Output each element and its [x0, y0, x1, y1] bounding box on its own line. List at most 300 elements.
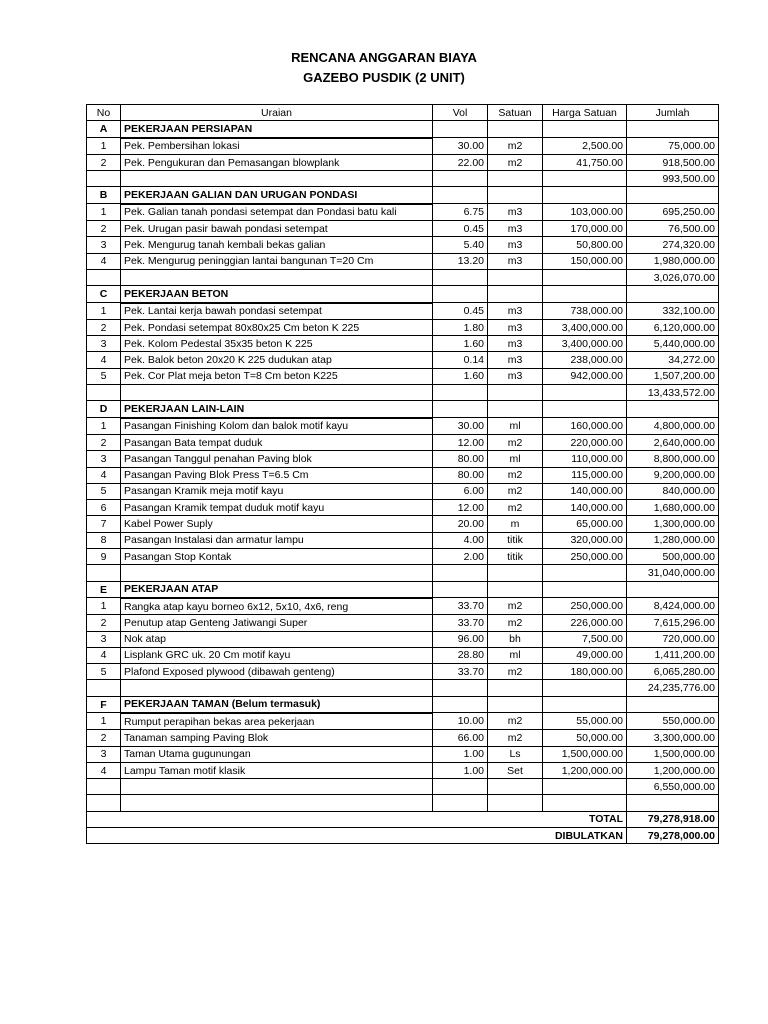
item-volume: 10.00 [433, 713, 488, 730]
empty-cell [627, 401, 719, 418]
item-unit: m3 [488, 368, 543, 384]
subtotal-row [87, 565, 719, 581]
item-unit: m2 [488, 664, 543, 680]
item-unit-price: 110,000.00 [543, 451, 627, 467]
item-unit-price: 140,000.00 [543, 500, 627, 516]
item-volume: 96.00 [433, 631, 488, 647]
item-description: Pek. Pengukuran dan Pemasangan blowplank [121, 154, 433, 170]
item-volume: 2.00 [433, 549, 488, 565]
item-no: 5 [87, 368, 121, 384]
table-row [87, 713, 719, 730]
table-row [87, 730, 719, 746]
section-subtotal: 13,433,572.00 [627, 385, 719, 401]
item-unit: m2 [488, 154, 543, 170]
item-description: Pek. Urugan pasir bawah pondasi setempat [121, 221, 433, 237]
rounded-label: DIBULATKAN [87, 828, 627, 844]
item-no: 3 [87, 451, 121, 467]
item-unit-price: 1,200,000.00 [543, 762, 627, 778]
total-value: 79,278,918.00 [627, 811, 719, 827]
subtotal-row [87, 269, 719, 285]
item-volume: 80.00 [433, 451, 488, 467]
item-volume: 33.70 [433, 615, 488, 631]
item-no: 1 [87, 598, 121, 615]
item-description: Pek. Mengurug peninggian lantai bangunan T=20 Cm [121, 253, 433, 269]
item-volume: 0.45 [433, 303, 488, 320]
item-no: 1 [87, 138, 121, 155]
table-row [87, 615, 719, 631]
item-amount: 34,272.00 [627, 352, 719, 368]
table-row [87, 204, 719, 221]
section-code: E [87, 581, 121, 598]
item-no: 4 [87, 352, 121, 368]
item-no: 3 [87, 336, 121, 352]
item-description: Pek. Pembersihan lokasi [121, 138, 433, 155]
item-volume: 33.70 [433, 664, 488, 680]
item-volume: 4.00 [433, 532, 488, 548]
item-amount: 76,500.00 [627, 221, 719, 237]
item-unit: titik [488, 532, 543, 548]
empty-cell [488, 581, 543, 598]
item-unit-price: 41,750.00 [543, 154, 627, 170]
item-no: 1 [87, 418, 121, 435]
item-volume: 6.00 [433, 483, 488, 499]
item-amount: 5,440,000.00 [627, 336, 719, 352]
empty-cell [543, 385, 627, 401]
item-unit: m3 [488, 204, 543, 221]
item-no: 8 [87, 532, 121, 548]
item-unit: m2 [488, 713, 543, 730]
table-row [87, 664, 719, 680]
empty-cell [433, 696, 488, 713]
empty-cell [87, 171, 121, 187]
section-header-row [87, 696, 719, 713]
item-unit-price: 7,500.00 [543, 631, 627, 647]
item-amount: 7,615,296.00 [627, 615, 719, 631]
empty-cell [433, 680, 488, 696]
empty-cell [121, 171, 433, 187]
item-unit: m [488, 516, 543, 532]
empty-cell [543, 680, 627, 696]
table-row [87, 451, 719, 467]
item-unit-price: 238,000.00 [543, 352, 627, 368]
item-description: Pek. Lantai kerja bawah pondasi setempat [121, 303, 433, 320]
table-row [87, 352, 719, 368]
table-row [87, 138, 719, 155]
item-description: Pek. Pondasi setempat 80x80x25 Cm beton K 225 [121, 319, 433, 335]
item-description: Lisplank GRC uk. 20 Cm motif kayu [121, 647, 433, 663]
item-no: 4 [87, 647, 121, 663]
item-amount: 6,065,280.00 [627, 664, 719, 680]
section-name: PEKERJAAN GALIAN DAN URUGAN PONDASI [121, 187, 433, 204]
item-no: 7 [87, 516, 121, 532]
table-row [87, 434, 719, 450]
item-volume: 1.00 [433, 746, 488, 762]
item-amount: 500,000.00 [627, 549, 719, 565]
empty-cell [433, 401, 488, 418]
section-code: B [87, 187, 121, 204]
empty-cell [488, 121, 543, 138]
table-row [87, 467, 719, 483]
table-row [87, 154, 719, 170]
item-volume: 1.60 [433, 336, 488, 352]
item-volume: 12.00 [433, 434, 488, 450]
item-volume: 28.80 [433, 647, 488, 663]
item-no: 1 [87, 713, 121, 730]
table-header-row [87, 105, 719, 121]
item-unit-price: 2,500.00 [543, 138, 627, 155]
item-no: 4 [87, 762, 121, 778]
empty-cell [488, 565, 543, 581]
empty-cell [488, 187, 543, 204]
empty-cell [543, 581, 627, 598]
item-unit-price: 3,400,000.00 [543, 336, 627, 352]
item-description: Pasangan Finishing Kolom dan balok motif kayu [121, 418, 433, 435]
item-no: 4 [87, 253, 121, 269]
item-unit-price: 250,000.00 [543, 549, 627, 565]
empty-cell [121, 385, 433, 401]
item-description: Rumput perapihan bekas area pekerjaan [121, 713, 433, 730]
table-row [87, 368, 719, 384]
item-volume: 22.00 [433, 154, 488, 170]
empty-cell [543, 171, 627, 187]
section-header-row [87, 121, 719, 138]
item-amount: 1,507,200.00 [627, 368, 719, 384]
item-amount: 4,800,000.00 [627, 418, 719, 435]
item-unit-price: 65,000.00 [543, 516, 627, 532]
section-header-row [87, 286, 719, 303]
item-unit: m2 [488, 500, 543, 516]
item-unit-price: 150,000.00 [543, 253, 627, 269]
item-unit: m3 [488, 253, 543, 269]
item-description: Pasangan Stop Kontak [121, 549, 433, 565]
table-row [87, 762, 719, 778]
item-unit: m2 [488, 138, 543, 155]
empty-cell [543, 269, 627, 285]
section-header-row [87, 401, 719, 418]
budget-table [86, 104, 719, 844]
subtotal-row [87, 171, 719, 187]
empty-cell [488, 696, 543, 713]
item-unit: m2 [488, 598, 543, 615]
item-amount: 1,500,000.00 [627, 746, 719, 762]
item-unit-price: 1,500,000.00 [543, 746, 627, 762]
item-unit: m2 [488, 730, 543, 746]
item-amount: 6,120,000.00 [627, 319, 719, 335]
item-description: Penutup atap Genteng Jatiwangi Super [121, 615, 433, 631]
item-description: Pasangan Kramik tempat duduk motif kayu [121, 500, 433, 516]
rounded-row [87, 828, 719, 844]
empty-cell [121, 779, 433, 795]
item-amount: 3,300,000.00 [627, 730, 719, 746]
table-row [87, 483, 719, 499]
item-amount: 332,100.00 [627, 303, 719, 320]
item-unit: m3 [488, 336, 543, 352]
item-unit: m2 [488, 483, 543, 499]
item-no: 1 [87, 204, 121, 221]
empty-cell [543, 779, 627, 795]
section-code: D [87, 401, 121, 418]
empty-cell [433, 269, 488, 285]
table-row [87, 500, 719, 516]
item-no: 2 [87, 154, 121, 170]
empty-cell [433, 385, 488, 401]
table-row [87, 221, 719, 237]
item-description: Pek. Galian tanah pondasi setempat dan Pondasi batu kali [121, 204, 433, 221]
item-unit-price: 115,000.00 [543, 467, 627, 483]
empty-cell [488, 680, 543, 696]
total-row [87, 811, 719, 827]
empty-cell [543, 121, 627, 138]
item-no: 3 [87, 237, 121, 253]
item-description: Pasangan Tanggul penahan Paving blok [121, 451, 433, 467]
table-row [87, 336, 719, 352]
item-amount: 8,424,000.00 [627, 598, 719, 615]
empty-cell [488, 269, 543, 285]
item-amount: 695,250.00 [627, 204, 719, 221]
item-description: Pasangan Bata tempat duduk [121, 434, 433, 450]
header-jumlah: Jumlah [627, 105, 719, 121]
header-vol: Vol [433, 105, 488, 121]
item-description: Taman Utama gugunungan [121, 746, 433, 762]
empty-cell [543, 696, 627, 713]
item-unit-price: 226,000.00 [543, 615, 627, 631]
section-subtotal: 31,040,000.00 [627, 565, 719, 581]
item-unit-price: 160,000.00 [543, 418, 627, 435]
item-volume: 0.45 [433, 221, 488, 237]
item-unit: ml [488, 451, 543, 467]
header-harga-satuan: Harga Satuan [543, 105, 627, 121]
item-unit-price: 250,000.00 [543, 598, 627, 615]
section-name: PEKERJAAN ATAP [121, 581, 433, 598]
table-row [87, 631, 719, 647]
table-row [87, 237, 719, 253]
item-volume: 30.00 [433, 418, 488, 435]
blank-row [87, 795, 719, 811]
item-unit-price: 942,000.00 [543, 368, 627, 384]
empty-cell [488, 401, 543, 418]
header-uraian: Uraian [121, 105, 433, 121]
item-volume: 1.60 [433, 368, 488, 384]
item-unit: m3 [488, 352, 543, 368]
subtotal-row [87, 779, 719, 795]
item-unit: Ls [488, 746, 543, 762]
empty-cell [121, 565, 433, 581]
item-description: Nok atap [121, 631, 433, 647]
item-amount: 75,000.00 [627, 138, 719, 155]
subtotal-row [87, 680, 719, 696]
item-volume: 0.14 [433, 352, 488, 368]
item-volume: 5.40 [433, 237, 488, 253]
section-header-row [87, 581, 719, 598]
section-subtotal: 24,235,776.00 [627, 680, 719, 696]
empty-cell [627, 187, 719, 204]
table-row [87, 516, 719, 532]
empty-cell [433, 187, 488, 204]
item-no: 3 [87, 631, 121, 647]
item-unit: ml [488, 647, 543, 663]
empty-cell [543, 401, 627, 418]
total-label: TOTAL [87, 811, 627, 827]
table-body [87, 121, 719, 795]
item-description: Kabel Power Suply [121, 516, 433, 532]
item-no: 5 [87, 483, 121, 499]
item-unit-price: 49,000.00 [543, 647, 627, 663]
item-unit-price: 50,800.00 [543, 237, 627, 253]
item-amount: 720,000.00 [627, 631, 719, 647]
section-header-row [87, 187, 719, 204]
item-unit: titik [488, 549, 543, 565]
item-volume: 80.00 [433, 467, 488, 483]
empty-cell [543, 286, 627, 303]
table-row [87, 532, 719, 548]
empty-cell [121, 680, 433, 696]
item-unit: Set [488, 762, 543, 778]
empty-cell [87, 565, 121, 581]
table-row [87, 549, 719, 565]
item-volume: 1.00 [433, 762, 488, 778]
item-amount: 840,000.00 [627, 483, 719, 499]
section-subtotal: 6,550,000.00 [627, 779, 719, 795]
empty-cell [627, 121, 719, 138]
document-title: RENCANA ANGGARAN BIAYA [291, 50, 477, 65]
item-no: 2 [87, 319, 121, 335]
table-row [87, 253, 719, 269]
section-code: C [87, 286, 121, 303]
item-volume: 13.20 [433, 253, 488, 269]
item-volume: 6.75 [433, 204, 488, 221]
empty-cell [433, 121, 488, 138]
item-amount: 1,980,000.00 [627, 253, 719, 269]
section-subtotal: 3,026,070.00 [627, 269, 719, 285]
item-no: 1 [87, 303, 121, 320]
item-volume: 1.80 [433, 319, 488, 335]
item-no: 6 [87, 500, 121, 516]
item-description: Rangka atap kayu borneo 6x12, 5x10, 4x6, reng [121, 598, 433, 615]
subtotal-row [87, 385, 719, 401]
item-no: 2 [87, 434, 121, 450]
empty-cell [121, 269, 433, 285]
item-volume: 33.70 [433, 598, 488, 615]
item-amount: 274,320.00 [627, 237, 719, 253]
item-unit-price: 3,400,000.00 [543, 319, 627, 335]
item-no: 2 [87, 615, 121, 631]
item-description: Pasangan Kramik meja motif kayu [121, 483, 433, 499]
item-amount: 1,411,200.00 [627, 647, 719, 663]
section-name: PEKERJAAN PERSIAPAN [121, 121, 433, 138]
item-amount: 1,680,000.00 [627, 500, 719, 516]
item-unit-price: 220,000.00 [543, 434, 627, 450]
item-unit-price: 180,000.00 [543, 664, 627, 680]
item-description: Tanaman samping Paving Blok [121, 730, 433, 746]
table-row [87, 418, 719, 435]
table-row [87, 746, 719, 762]
section-subtotal: 993,500.00 [627, 171, 719, 187]
rounded-value: 79,278,000.00 [627, 828, 719, 844]
table-row [87, 647, 719, 663]
empty-cell [488, 171, 543, 187]
item-unit: m2 [488, 467, 543, 483]
empty-cell [87, 779, 121, 795]
empty-cell [87, 385, 121, 401]
item-volume: 20.00 [433, 516, 488, 532]
header-no: No [87, 105, 121, 121]
item-no: 9 [87, 549, 121, 565]
item-unit-price: 738,000.00 [543, 303, 627, 320]
item-unit: m3 [488, 303, 543, 320]
item-volume: 30.00 [433, 138, 488, 155]
empty-cell [488, 779, 543, 795]
item-unit: m3 [488, 319, 543, 335]
item-no: 5 [87, 664, 121, 680]
empty-cell [627, 286, 719, 303]
empty-cell [433, 581, 488, 598]
item-unit: ml [488, 418, 543, 435]
item-amount: 918,500.00 [627, 154, 719, 170]
item-no: 2 [87, 730, 121, 746]
item-unit: m3 [488, 237, 543, 253]
item-description: Pasangan Instalasi dan armatur lampu [121, 532, 433, 548]
item-amount: 1,200,000.00 [627, 762, 719, 778]
item-description: Pek. Balok beton 20x20 K 225 dudukan atap [121, 352, 433, 368]
empty-cell [488, 385, 543, 401]
item-volume: 12.00 [433, 500, 488, 516]
empty-cell [87, 680, 121, 696]
empty-cell [488, 286, 543, 303]
item-no: 2 [87, 221, 121, 237]
item-unit: m2 [488, 615, 543, 631]
section-name: PEKERJAAN BETON [121, 286, 433, 303]
empty-cell [433, 779, 488, 795]
empty-cell [433, 171, 488, 187]
item-amount: 550,000.00 [627, 713, 719, 730]
item-description: Lampu Taman motif klasik [121, 762, 433, 778]
item-amount: 8,800,000.00 [627, 451, 719, 467]
item-unit-price: 103,000.00 [543, 204, 627, 221]
empty-cell [433, 565, 488, 581]
empty-cell [627, 581, 719, 598]
item-description: Pek. Cor Plat meja beton T=8 Cm beton K225 [121, 368, 433, 384]
table-row [87, 598, 719, 615]
empty-cell [543, 187, 627, 204]
section-name: PEKERJAAN TAMAN (Belum termasuk) [121, 696, 433, 713]
table-row [87, 303, 719, 320]
header-satuan: Satuan [488, 105, 543, 121]
item-description: Plafond Exposed plywood (dibawah genteng) [121, 664, 433, 680]
section-name: PEKERJAAN LAIN-LAIN [121, 401, 433, 418]
empty-cell [543, 565, 627, 581]
item-amount: 9,200,000.00 [627, 467, 719, 483]
item-amount: 1,300,000.00 [627, 516, 719, 532]
item-description: Pasangan Paving Blok Press T=6.5 Cm [121, 467, 433, 483]
item-unit-price: 320,000.00 [543, 532, 627, 548]
item-amount: 1,280,000.00 [627, 532, 719, 548]
item-unit-price: 140,000.00 [543, 483, 627, 499]
item-volume: 66.00 [433, 730, 488, 746]
item-no: 4 [87, 467, 121, 483]
item-no: 3 [87, 746, 121, 762]
item-unit: m2 [488, 434, 543, 450]
item-unit-price: 55,000.00 [543, 713, 627, 730]
item-unit-price: 50,000.00 [543, 730, 627, 746]
item-description: Pek. Kolom Pedestal 35x35 beton K 225 [121, 336, 433, 352]
section-code: A [87, 121, 121, 138]
table-row [87, 319, 719, 335]
empty-cell [87, 269, 121, 285]
empty-cell [433, 286, 488, 303]
empty-cell [627, 696, 719, 713]
item-unit: m3 [488, 221, 543, 237]
item-description: Pek. Mengurug tanah kembali bekas galian [121, 237, 433, 253]
